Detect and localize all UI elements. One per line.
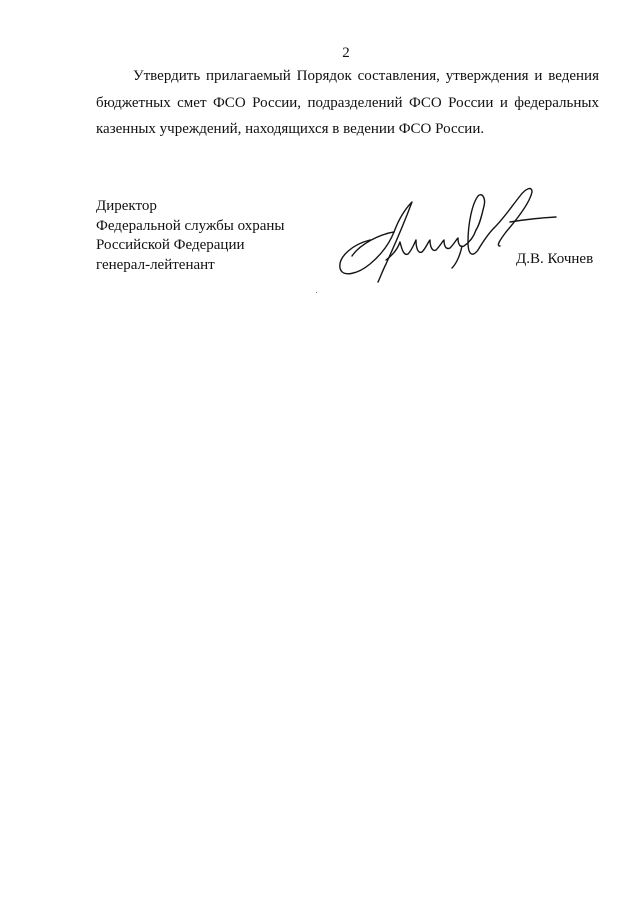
page-number: 2 (342, 45, 350, 61)
signatory-rank-line: генерал-лейтенант (96, 256, 215, 273)
paragraph-line: бюджетных смет ФСО России, подразделений ФСО России и федеральных (96, 94, 599, 111)
paragraph-line: казенных учреждений, находящихся в ведении ФСО России. (96, 121, 485, 137)
paragraph-line: Утвердить прилагаемый Порядок составления, утверждения и ведения (133, 68, 599, 84)
handwritten-signature (334, 184, 564, 284)
signatory-title-block (96, 197, 284, 275)
scan-speck (316, 292, 317, 293)
signatory-position-line: Федеральной службы охраны (96, 217, 285, 234)
resolution-paragraph (96, 63, 599, 143)
signer-name: Д.В. Кочнев (516, 251, 594, 267)
signatory-position-line: Российской Федерации (96, 237, 245, 253)
signatory-position-line: Директор (96, 198, 157, 214)
